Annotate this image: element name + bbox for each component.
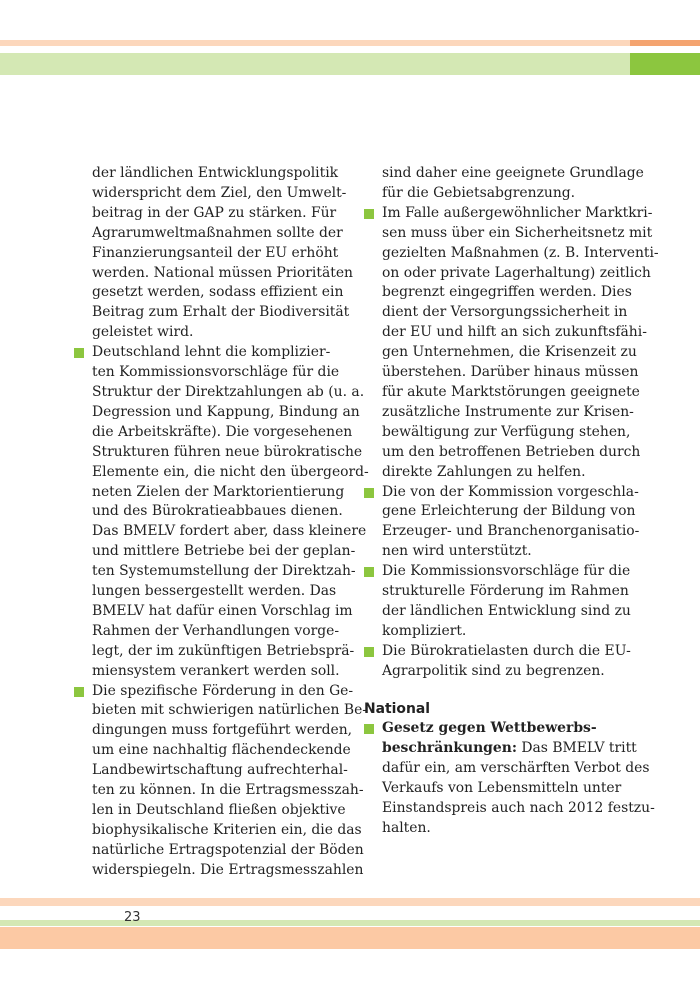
text-line: widerspiegeln. Die Ertragsmesszahlen: [92, 861, 364, 878]
text-line: beitrag in der GAP zu stärken. Für: [92, 204, 337, 221]
text-line: dingungen muss fortgeführt werden,: [92, 722, 353, 739]
text-line: Elemente ein, die nicht den übergeord-: [92, 463, 369, 480]
text-line: für akute Marktstörungen geeignete: [382, 383, 640, 400]
text-line: halten.: [382, 820, 431, 836]
text-line: Das BMELV fordert aber, dass kleinere: [92, 523, 367, 540]
text-line: len in Deutschland fließen objektive: [92, 802, 346, 818]
text-line: bieten mit schwierigen natürlichen Be-: [92, 702, 368, 719]
text-line: legt, der im zukünftigen Betriebsprä-: [92, 642, 355, 659]
text-line: neten Zielen der Marktorientierung: [92, 483, 345, 500]
text-line: Die spezifische Förderung in den Ge-: [92, 682, 354, 699]
text-line: Verkaufs von Lebensmitteln unter: [382, 780, 622, 797]
text-line: für die Gebietsabgrenzung.: [382, 184, 576, 201]
bullet-square-icon: [364, 567, 374, 577]
text-line: um eine nachhaltig flächendeckende: [92, 742, 351, 759]
right-bullet-1-text: [382, 204, 659, 483]
text-line: Degression und Kappung, Bindung an: [92, 403, 360, 420]
text-line: direkte Zahlungen zu helfen.: [382, 463, 586, 480]
text-line: überstehen. Darüber hinaus müssen: [382, 364, 639, 381]
text-line: und des Bürokratieabbaues dienen.: [92, 503, 343, 520]
text-line: Strukturen führen neue bürokratische: [92, 443, 363, 460]
national-bold-line-1: Gesetz gegen Wettbewerbs-: [382, 720, 597, 737]
text-line: sen muss über ein Sicherheitsnetz mit: [382, 224, 653, 241]
text-line: Finanzierungsanteil der EU erhöht: [92, 244, 339, 261]
text-line: dient der Versorgungssicherheit in: [382, 304, 628, 321]
text-line: Erzeuger- und Branchenorganisatio-: [382, 523, 640, 540]
text-line: lungen bessergestellt werden. Das: [92, 583, 337, 600]
text-line: Rahmen der Verhandlungen vorge-: [92, 622, 340, 639]
top-band-green: [0, 53, 700, 75]
page-number: 23: [124, 910, 141, 925]
text-line: werden. National müssen Prioritäten: [92, 264, 353, 281]
text-line: ten Systemumstellung der Direktzah-: [92, 563, 356, 580]
bottom-band-orange: [0, 898, 700, 906]
text-line: begrenzt eingegriffen werden. Dies: [382, 284, 632, 301]
text-line: widerspricht dem Ziel, den Umwelt-: [92, 184, 347, 201]
text-line: Die Kommissionsvorschläge für die: [382, 563, 631, 580]
text-line: sind daher eine geeignete Grundlage: [382, 165, 644, 181]
text-line: natürliche Ertragspotenzial der Böden: [92, 841, 364, 858]
text-line: BMELV hat dafür einen Vorschlag im: [92, 602, 353, 619]
right-bullet-bureaucracy: [382, 642, 630, 682]
right-bullet-competition-law: [382, 719, 655, 838]
right-bullet-national-text: [382, 719, 655, 838]
top-band-orange-accent: [630, 40, 700, 46]
text-line: bewältigung zur Verfügung stehen,: [382, 423, 631, 440]
text-line: Deutschland lehnt die komplizier-: [92, 344, 331, 361]
left-bullet-2-text: [92, 682, 368, 881]
text-line: strukturelle Förderung im Rahmen: [382, 583, 629, 600]
text-line: um den betroffenen Betrieben durch: [382, 443, 641, 460]
right-bullet-market-crisis: [382, 204, 659, 483]
right-bullet-4-text: [382, 642, 630, 682]
bottom-band-peach: [0, 927, 700, 949]
text-line: on oder private Lagerhaltung) zeitlich: [382, 264, 651, 281]
text-line: biophysikalische Kriterien ein, die das: [92, 821, 362, 838]
text-line: gesetzt werden, sodass effizient ein: [92, 284, 344, 301]
left-bullet-1-text: [92, 343, 369, 681]
text-line: Die Bürokratielasten durch die EU-: [382, 642, 631, 659]
text-line: Im Falle außergewöhnlicher Marktkri-: [382, 204, 653, 221]
national-line-2: [382, 739, 637, 759]
top-band-green-accent: [630, 53, 700, 75]
bullet-square-icon: [364, 724, 374, 734]
text-line: gen Unternehmen, die Krisenzeit zu: [382, 344, 637, 361]
bullet-square-icon: [74, 687, 84, 697]
text-line: der ländlichen Entwicklung sind zu: [382, 602, 631, 619]
text-line: gezielten Maßnahmen (z. B. Interventi-: [382, 244, 659, 261]
text-line: geleistet wird.: [92, 324, 194, 341]
text-line: der ländlichen Entwicklungspolitik: [92, 165, 339, 181]
text-line: miensystem verankert werden soll.: [92, 662, 340, 679]
section-heading-national: National: [364, 700, 430, 717]
right-bullet-producer-organisations: [382, 483, 640, 563]
text-line: Die von der Kommission vorgeschla-: [382, 483, 639, 500]
text-line: die Arbeitskräfte). Die vorgesehenen: [92, 423, 353, 440]
text-line: Agrarumweltmaßnahmen sollte der: [92, 224, 343, 241]
left-intro-paragraph: [92, 164, 354, 343]
text-line: nen wird unterstützt.: [382, 543, 532, 560]
text-line: der EU und hilft an sich zukunftsfähi-: [382, 324, 647, 341]
right-bullet-rural-development: [382, 562, 630, 642]
bullet-square-icon: [364, 209, 374, 219]
bottom-band-green: [0, 920, 700, 926]
text-line: Agrarpolitik sind zu begrenzen.: [382, 662, 605, 679]
text-line: ten zu können. In die Ertragsmesszah-: [92, 782, 364, 799]
left-bullet-direct-payments: [92, 343, 369, 681]
bullet-square-icon: [74, 348, 84, 358]
national-rest-line-2: Das BMELV tritt: [516, 740, 637, 757]
text-line: und mittlere Betriebe bei der geplan-: [92, 543, 356, 560]
text-line: gene Erleichterung der Bildung von: [382, 503, 636, 520]
bullet-square-icon: [364, 647, 374, 657]
text-line: Einstandspreis auch nach 2012 festzu-: [382, 800, 655, 817]
national-bold-line-2: beschränkungen:: [382, 740, 517, 757]
text-line: Struktur der Direktzahlungen ab (u. a.: [92, 383, 365, 400]
text-line: kompliziert.: [382, 622, 467, 639]
national-remaining-lines: [382, 759, 655, 839]
right-bullet-3-text: [382, 562, 630, 642]
right-bullet-2-text: [382, 483, 640, 563]
bullet-square-icon: [364, 488, 374, 498]
right-column: [364, 164, 659, 839]
left-column: [92, 164, 369, 881]
text-line: ten Kommissionsvorschläge für die: [92, 364, 340, 381]
top-band-orange: [0, 40, 700, 46]
left-bullet-disadvantaged-areas: [92, 682, 368, 881]
text-line: Beitrag zum Erhalt der Biodiversität: [92, 304, 350, 321]
text-line: dafür ein, am verschärften Verbot des: [382, 760, 650, 777]
text-line: Landbewirtschaftung aufrechterhal-: [92, 762, 348, 779]
text-line: zusätzliche Instrumente zur Krisen-: [382, 403, 634, 420]
right-intro-paragraph: [382, 164, 644, 204]
